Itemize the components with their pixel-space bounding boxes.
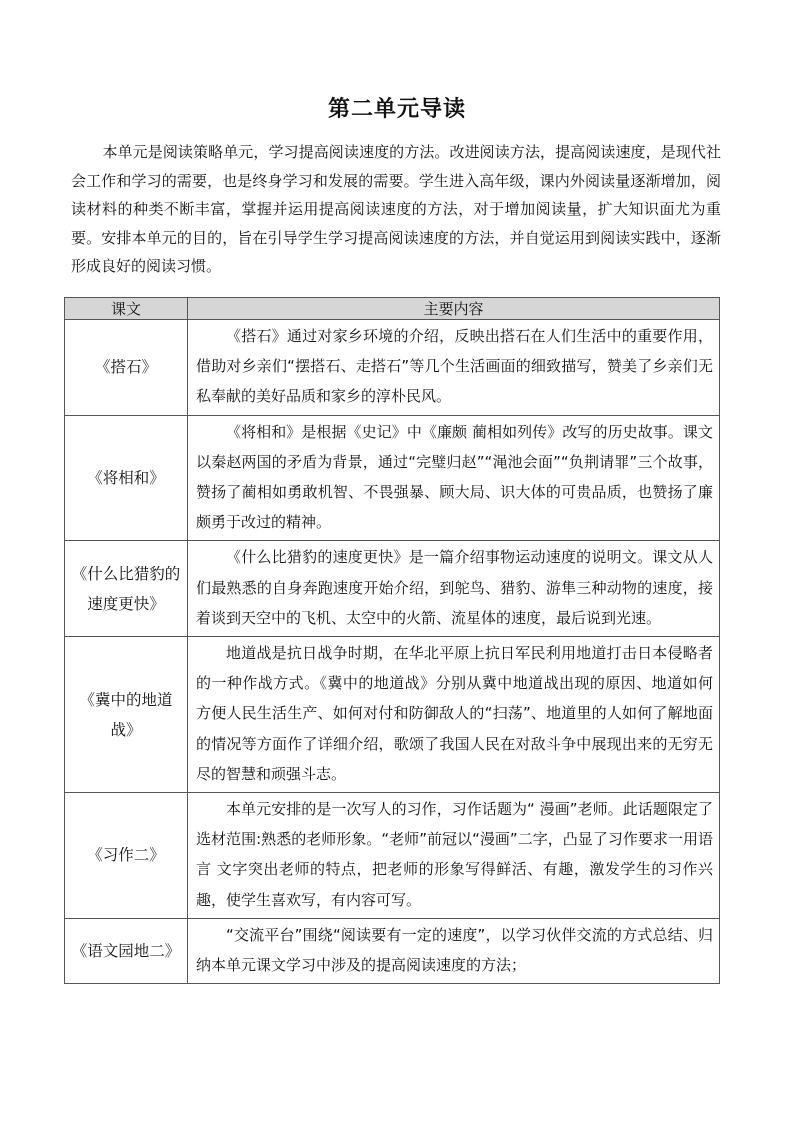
lesson-content: 《搭石》通过对家乡环境的介绍，反映出搭石在人们生活中的重要作用，借助对乡亲们“摆搭石、走搭石”等几个生活画面的细致描写，赞美了乡亲们无私奉献的美好品质和家乡的淳朴民风。 bbox=[188, 320, 720, 416]
table-row bbox=[65, 320, 720, 416]
lesson-table bbox=[64, 297, 720, 984]
table-row bbox=[65, 637, 720, 793]
lesson-title: 《语文园地二》 bbox=[65, 918, 188, 983]
lesson-title: 《习作二》 bbox=[65, 793, 188, 919]
table-row bbox=[65, 415, 720, 541]
table-row bbox=[65, 541, 720, 637]
header-lesson: 课文 bbox=[65, 298, 188, 320]
lesson-title: 《将相和》 bbox=[65, 415, 188, 541]
header-content: 主要内容 bbox=[188, 298, 720, 320]
lesson-content: 《什么比猎豹的速度更快》是一篇介绍事物运动速度的说明文。课文从人们最熟悉的自身奔跑速度开始介绍，到鸵鸟、猎豹、游隼三种动物的速度，接着谈到天空中的飞机、太空中的火箭、流星体的速度，最后说到光速。 bbox=[188, 541, 720, 637]
intro-paragraph: 本单元是阅读策略单元，学习提高阅读速度的方法。改进阅读方法，提高阅读速度，是现代社会工作和学习的需要，也是终身学习和发展的需要。学生进入高年级，课内外阅读量逐渐增加，阅读材料的种类不断丰富，掌握并运用提高阅读速度的方法，对于增加阅读量，扩大知识面尤为重要。安排本单元的目的，旨在引导学生学习提高阅读速度的方法，并自觉运用到阅读实践中，逐渐形成良好的阅读习惯。 bbox=[71, 143, 721, 275]
table-row bbox=[65, 918, 720, 983]
page-title: 第二单元导读 bbox=[327, 97, 466, 122]
lesson-title: 《搭石》 bbox=[65, 320, 188, 416]
lesson-title: 《什么比猎豹的速度更快》 bbox=[65, 541, 188, 637]
lesson-title: 《冀中的地道战》 bbox=[65, 637, 188, 793]
lesson-content: 地道战是抗日战争时期，在华北平原上抗日军民利用地道打击日本侵略者的一种作战方式。《冀中的地道战》分别从冀中地道战出现的原因、地道如何方便人民生活生产、如何对付和防御敌人的“扫荡”、地道里的人如何了解地面的情况等方面作了详细介绍，歌颂了我国人民在对敌斗争中展现出来的无穷无尽的智慧和顽强斗志。 bbox=[188, 637, 720, 793]
lesson-content: 《将相和》是根据《史记》中《廉颇 蔺相如列传》改写的历史故事。课文以秦赵两国的矛盾为背景，通过“完璧归赵”“渑池会面”“负荆请罪”三个故事，赞扬了蔺相如勇敢机智、不畏强暴、顾大局、识大体的可贵品质，也赞扬了廉颇勇于改过的精神。 bbox=[188, 415, 720, 541]
lesson-content: 本单元安排的是一次写人的习作，习作话题为“ 漫画”老师。此话题限定了选材范围:熟悉的老师形象。“老师”前冠以“漫画”二字，凸显了习作要求一用语言 文字突出老师的特点，把老师的形象写得鲜活、有趣，激发学生的习作兴趣，使学生喜欢写，有内容可写。 bbox=[188, 793, 720, 919]
table-header-row bbox=[65, 298, 720, 320]
lesson-content: “交流平台”围绕“阅读要有一定的速度”，以学习伙伴交流的方式总结、归纳本单元课文学习中涉及的提高阅读速度的方法； bbox=[188, 918, 720, 983]
table-row bbox=[65, 793, 720, 919]
